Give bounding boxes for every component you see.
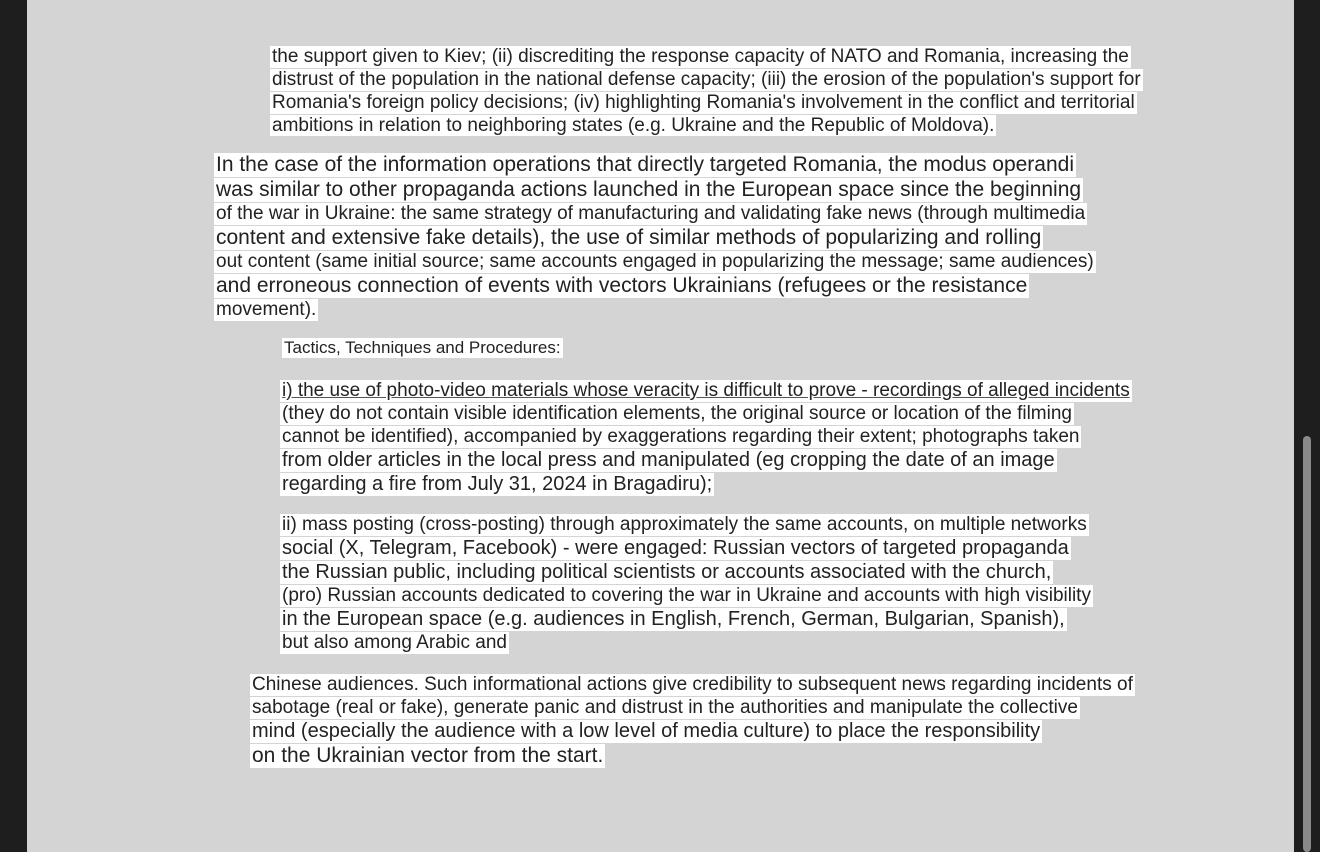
text-line: in the European space (e.g. audiences in English, French, German, Bulgarian, Spanish), <box>282 607 1065 630</box>
text-line: the Russian public, including political scientists or accounts associated with the church, <box>282 560 1052 583</box>
text-line: social (X, Telegram, Facebook) - were engaged: Russian vectors of targeted propaganda <box>282 536 1069 559</box>
text-line: content and extensive fake details), the use of similar methods of popularizing and rolling <box>216 226 1042 250</box>
text-line: the support given to Kiev; (ii) discrediting the response capacity of NATO and Romania, increasing the <box>272 46 1129 67</box>
text-line: and erroneous connection of events with vectors Ukrainians (refugees or the resistance <box>216 274 1028 298</box>
text-line: was similar to other propaganda actions launched in the European space since the beginning <box>216 178 1082 202</box>
text-line: mind (especially the audience with a low level of media culture) to place the responsibility <box>252 719 1041 742</box>
scan-noise: ˙ · ˙ · <box>807 488 852 500</box>
text-line: (pro) Russian accounts dedicated to covering the war in Ukraine and accounts with high visibility <box>282 584 1091 606</box>
ttp-item-1 <box>280 380 1132 497</box>
ttp-item-2 <box>280 514 1093 655</box>
text-line: ii) mass posting (cross-posting) through approximately the same accounts, on multiple networks <box>282 514 1087 535</box>
ttp-heading <box>282 338 563 359</box>
text-line: out content (same initial source; same accounts engaged in popularizing the message; same audiences) <box>216 251 1094 273</box>
text-line: on the Ukrainian vector from the start. <box>252 743 604 767</box>
text-line: cannot be identified), accompanied by exaggerations regarding their extent; photographs taken <box>282 425 1080 447</box>
document-page <box>27 0 1294 852</box>
text-line: In the case of the information operations that directly targeted Romania, the modus operandi <box>216 153 1075 176</box>
text-line: but also among Arabic and <box>282 631 507 653</box>
text-line: (they do not contain visible identification elements, the original source or location of the filming <box>282 402 1072 424</box>
paragraph-1 <box>270 46 1143 137</box>
text-line: Romania's foreign policy decisions; (iv) highlighting Romania's involvement in the conflict and territorial <box>272 91 1135 113</box>
text-line: distrust of the population in the national defense capacity; (iii) the erosion of the population's support for <box>272 68 1141 90</box>
scan-noise: · ˙ · <box>647 634 680 646</box>
text-line: sabotage (real or fake), generate panic and distrust in the authorities and manipulate the collective <box>252 696 1078 718</box>
text-line: of the war in Ukraine: the same strategy of manufacturing and validating fake news (through multimedia <box>216 203 1086 225</box>
paragraph-2 <box>214 153 1096 322</box>
paragraph-3 <box>250 674 1135 769</box>
text-line: Chinese audiences. Such informational actions give credibility to subsequent news regarding incidents of <box>252 674 1133 695</box>
scan-noise: ˙ · ˙ <box>587 790 620 802</box>
text-line: ambitions in relation to neighboring states (e.g. Ukraine and the Republic of Moldova). <box>272 114 995 136</box>
text-line: i) the use of photo-video materials whose veracity is difficult to prove - recordings of alleged incidents <box>282 380 1130 401</box>
text-line: movement). <box>216 299 317 321</box>
section-heading: Tactics, Techniques and Procedures: <box>284 338 561 357</box>
text-line: from older articles in the local press and manipulated (eg cropping the date of an image <box>282 448 1055 471</box>
scan-noise: · ˙ · ˙ <box>887 346 932 358</box>
text-line: regarding a fire from July 31, 2024 in Bragadiru); <box>282 472 713 495</box>
scrollbar-thumb[interactable] <box>1303 436 1311 852</box>
